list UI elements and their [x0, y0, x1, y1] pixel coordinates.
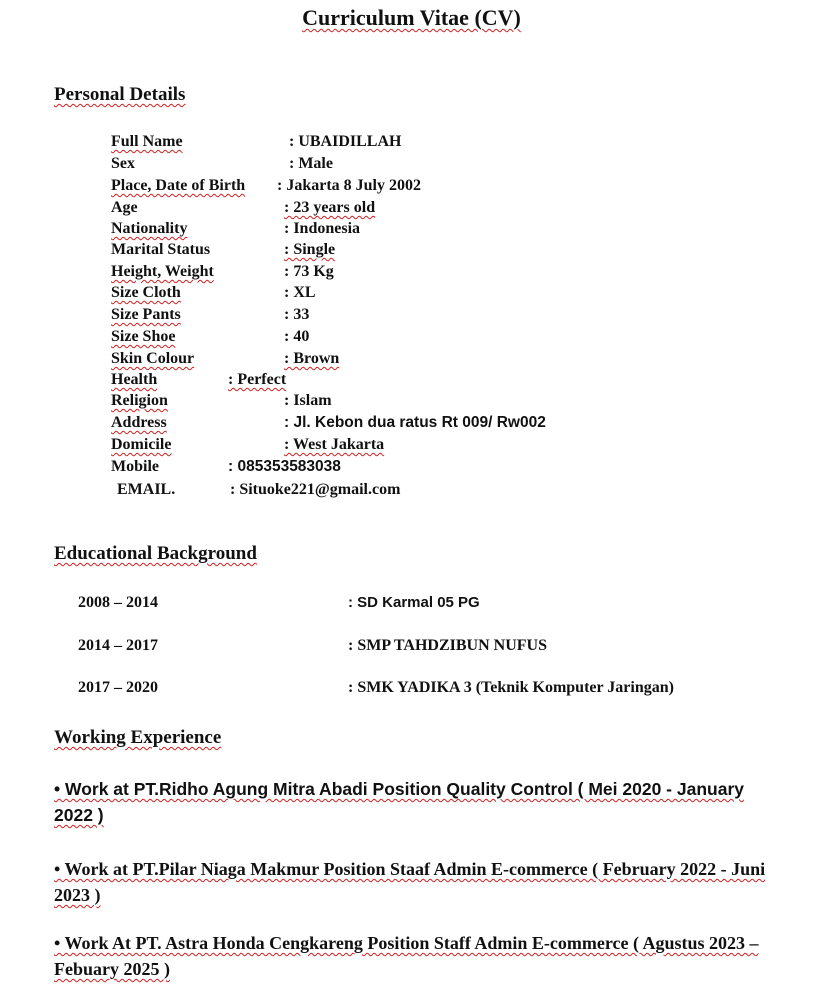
work-item: [54, 776, 769, 828]
pd-value: : Jakarta 8 July 2002: [277, 177, 421, 194]
education-row: [78, 679, 778, 701]
document-title-text: Curriculum Vitae (CV): [302, 5, 521, 30]
pd-label: Health: [111, 371, 158, 388]
pd-label: Address: [111, 414, 167, 431]
pd-value: : Jl. Kebon dua ratus Rt 009/ Rw002: [284, 414, 546, 431]
work-item-text: • Work At PT. Astra Honda Cengkareng Position Staff Admin E-commerce ( Agustus 2023 – Febuary 2025 ): [54, 933, 759, 979]
pd-value: : West Jakarta: [284, 436, 385, 453]
pd-value: : Situoke221@gmail.com: [230, 481, 401, 498]
pd-label: Size Pants: [111, 306, 181, 323]
pd-label: Age: [111, 199, 138, 216]
education-school: : SD Karmal 05 PG: [348, 594, 480, 611]
document-title: [0, 5, 823, 31]
pd-value: : 40: [284, 328, 310, 345]
education-heading-text: Educational Background: [54, 543, 257, 564]
education-period: 2014 – 2017: [78, 637, 158, 654]
work-item: [54, 856, 769, 908]
pd-label: Domicile: [111, 436, 172, 453]
pd-label: EMAIL.: [117, 481, 176, 498]
pd-value: : 73 Kg: [284, 263, 334, 280]
pd-label: Skin Colour: [111, 350, 195, 367]
pd-label: Size Cloth: [111, 284, 181, 301]
work-heading-text: Working Experience: [54, 727, 222, 748]
pd-label: Full Name: [111, 133, 183, 150]
education-heading: [54, 543, 257, 565]
education-row: [78, 637, 778, 659]
work-item: [54, 930, 769, 982]
pd-value: : Brown: [284, 350, 340, 367]
pd-label: Nationality: [111, 220, 188, 237]
work-item-text: • Work at PT.Ridho Agung Mitra Abadi Position Quality Control ( Mei 2020 - January 2022 ): [54, 779, 744, 825]
pd-value: : Perfect: [228, 371, 287, 388]
education-row: [78, 594, 778, 616]
pd-value: : Single: [284, 241, 336, 258]
pd-value: : Indonesia: [284, 220, 361, 237]
education-period: 2017 – 2020: [78, 679, 158, 696]
education-period: 2008 – 2014: [78, 594, 158, 611]
work-heading: [54, 727, 221, 749]
pd-value: : 085353583038: [228, 458, 341, 475]
personal-details-heading: [54, 84, 185, 106]
pd-label: Place, Date of Birth: [111, 177, 246, 194]
pd-value: : Male: [289, 155, 333, 172]
pd-label: Height, Weight: [111, 263, 214, 280]
pd-label: Size Shoe: [111, 328, 176, 345]
education-school: : SMP TAHDZIBUN NUFUS: [348, 637, 547, 654]
pd-value: : XL: [284, 284, 316, 301]
pd-label: Mobile: [111, 458, 159, 475]
pd-label: Marital Status: [111, 241, 211, 258]
education-school: : SMK YADIKA 3 (Teknik Komputer Jaringan): [348, 679, 674, 696]
pd-value: : UBAIDILLAH: [289, 133, 402, 150]
pd-label: Religion: [111, 392, 168, 409]
work-item-text: • Work at PT.Pilar Niaga Makmur Position Staaf Admin E-commerce ( February 2022 - Juni 2023 ): [54, 859, 766, 905]
pd-value: : 33: [284, 306, 310, 323]
pd-value: : 23 years old: [284, 199, 376, 216]
pd-label: Sex: [111, 155, 135, 172]
personal-details-heading-text: Personal Details: [54, 84, 186, 105]
pd-value: : Islam: [284, 392, 332, 409]
